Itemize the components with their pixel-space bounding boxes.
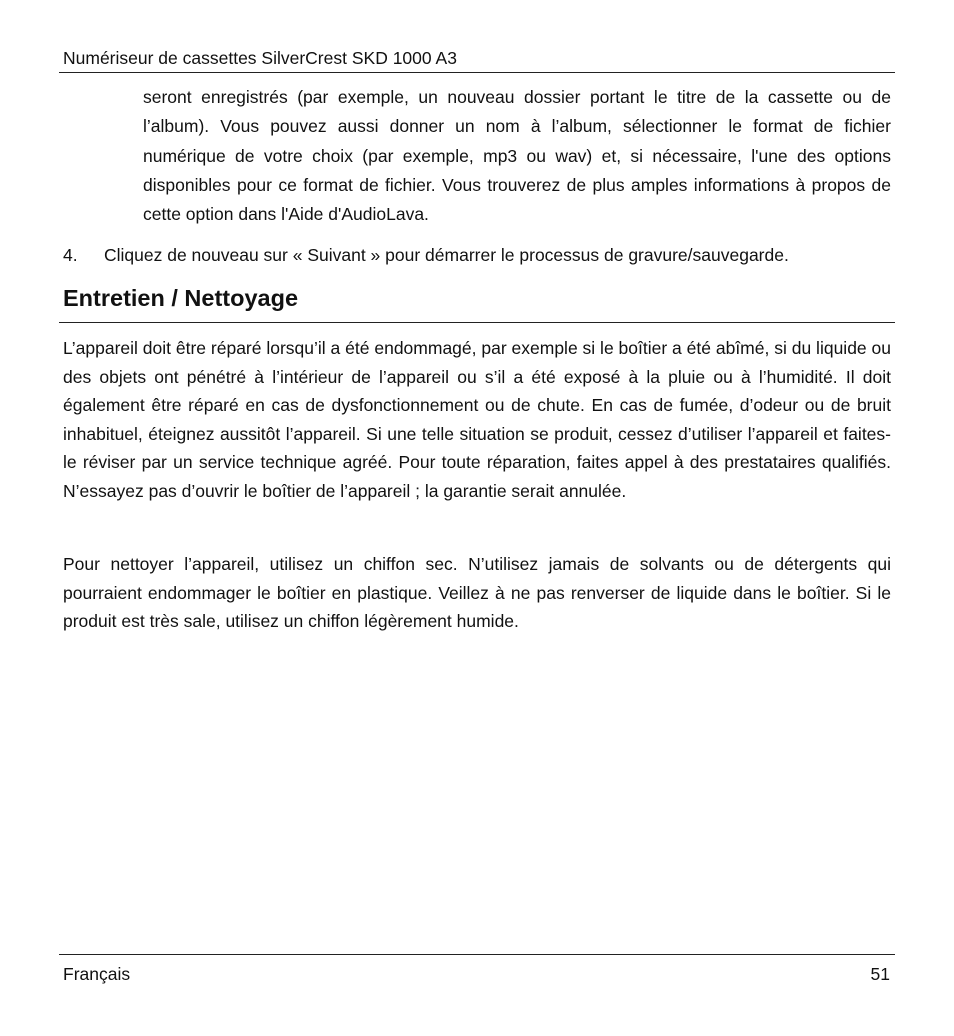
continuation-paragraph: seront enregistrés (par exemple, un nouveau dossier portant le titre de la cassette ou de l’album). Vous pouvez aussi donner un nom à l’album, sélectionner le format de fichier numérique de votre choix (par exemple, mp3 ou wav) et, si nécessaire, l'une des options disponibles pour ce format de fichier. Vous trouverez de plus amples informations à propos de cette option dans l'Aide d'AudioLava. — [143, 87, 891, 225]
cleaning-paragraph: Pour nettoyer l’appareil, utilisez un chiffon sec. N’utilisez jamais de solvants ou de détergents qui pourraient endommager le boîtier en plastique. Veillez à ne pas renverser de liquide dans le boîtier. Si le produit est très sale, utilisez un chiffon légèrement humide. — [63, 554, 891, 631]
step-text: Cliquez de nouveau sur « Suivant » pour démarrer le processus de gravure/sauvegarde. — [104, 245, 789, 265]
footer-divider — [59, 954, 895, 955]
header-divider — [59, 72, 895, 73]
document-header-title: Numériseur de cassettes SilverCrest SKD 1000 A3 — [63, 48, 457, 68]
section-heading: Entretien / Nettoyage — [63, 285, 299, 311]
step-item — [63, 241, 891, 270]
maintenance-paragraph: L’appareil doit être réparé lorsqu’il a été endommagé, par exemple si le boîtier a été abîmé, si du liquide ou des objets ont pénétré à l’intérieur de l’appareil ou s’il a été exposé à la pluie ou à l’humidité. Il doit également être réparé en cas de dysfonctionnement ou de chute. En cas de fumée, d’odeur ou de bruit inhabituel, éteignez aussitôt l’appareil. Si une telle situation se produit, cessez d’utiliser l’appareil et faites-le réviser par un service technique agréé. Pour toute réparation, faites appel à des prestataires qualifiés. N’essayez pas d’ouvrir le boîtier de l’appareil ; la garantie serait annulée. — [63, 338, 891, 501]
footer-language: Français — [63, 964, 131, 984]
page-number: 51 — [870, 964, 890, 984]
section-divider — [59, 322, 895, 323]
step-number: 4. — [63, 245, 78, 265]
